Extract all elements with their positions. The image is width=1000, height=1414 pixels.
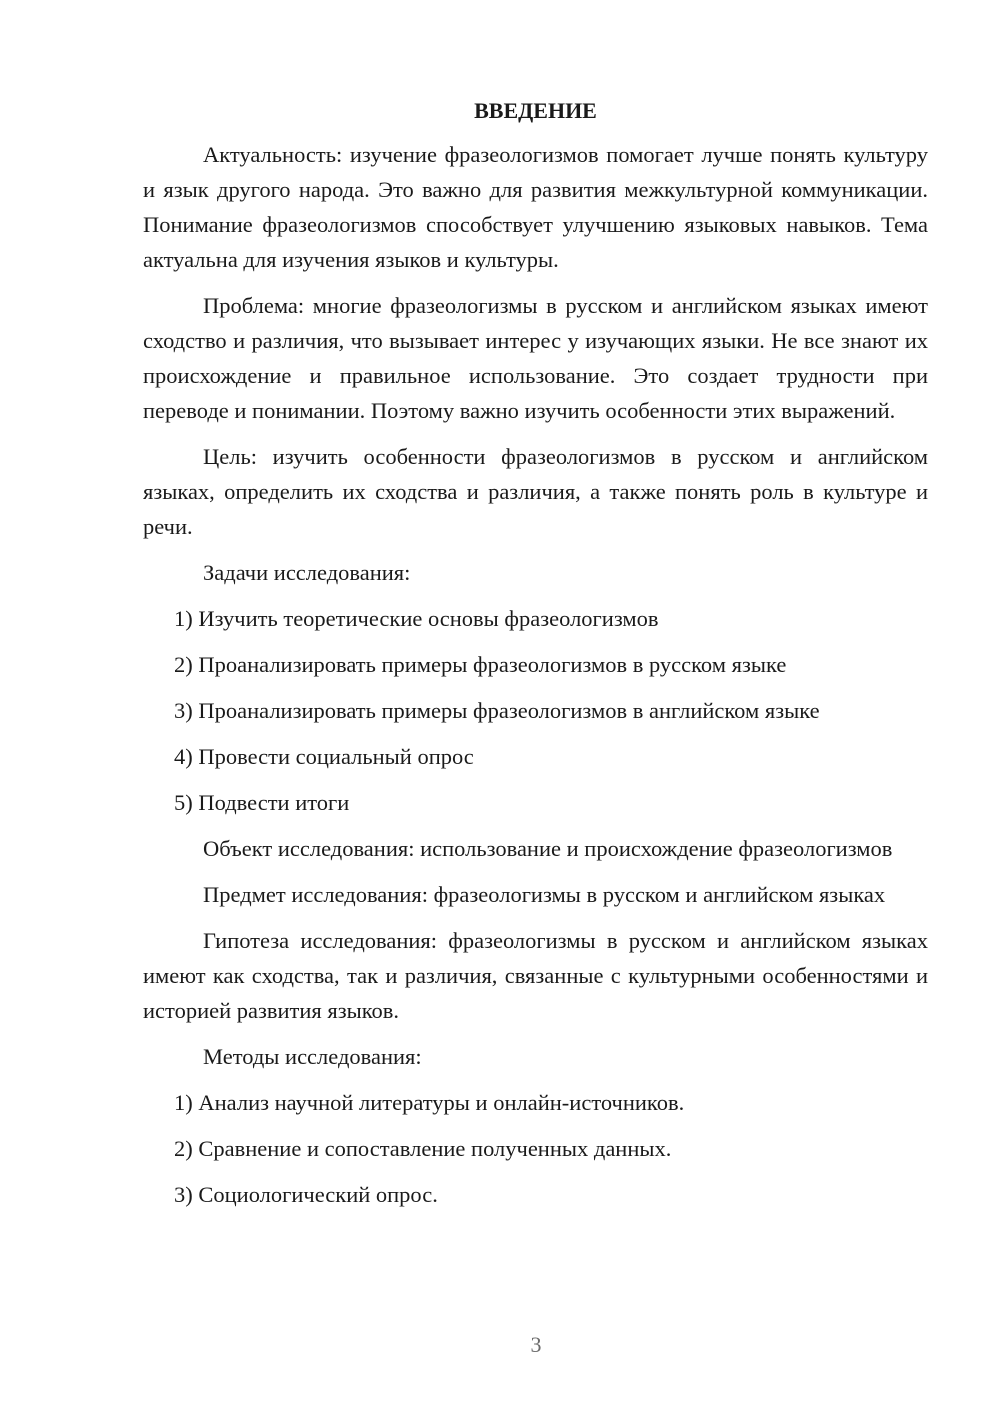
method-item: 1) Анализ научной литературы и онлайн-источников. (174, 1090, 685, 1115)
page-content (143, 96, 928, 1223)
object-paragraph: Объект исследования: использование и происхождение фразеологизмов (203, 836, 893, 861)
goal-paragraph: Цель: изучить особенности фразеологизмов в русском и английском языках, определить их сходства и различия, а также понять роль в культуре и речи. (143, 444, 928, 539)
subject-paragraph: Предмет исследования: фразеологизмы в русском и английском языках (203, 882, 886, 907)
section-title: ВВЕДЕНИЕ (474, 98, 597, 123)
page-number: 3 (530, 1332, 542, 1357)
methods-list (143, 1085, 928, 1212)
method-item: 3) Социологический опрос. (174, 1182, 438, 1207)
task-item: 2) Проанализировать примеры фразеологизмов в русском языке (174, 652, 787, 677)
task-item: 4) Провести социальный опрос (174, 744, 474, 769)
methods-heading: Методы исследования: (203, 1044, 422, 1069)
problem-paragraph: Проблема: многие фразеологизмы в русском и английском языках имеют сходство и различия, что вызывает интерес у изучающих языки. Не все знают их происхождение и правильное использование. Это создает трудности при переводе и понимании. Поэтому важно изучить особенности этих выражений. (143, 293, 928, 423)
task-item: 3) Проанализировать примеры фразеологизмов в английском языке (174, 698, 820, 723)
hypothesis-paragraph: Гипотеза исследования: фразеологизмы в русском и английском языках имеют как сходства, так и различия, связанные с культурными особенностями и историей развития языков. (143, 928, 928, 1023)
task-item: 1) Изучить теоретические основы фразеологизмов (174, 606, 659, 631)
tasks-list (143, 601, 928, 820)
task-item: 5) Подвести итоги (174, 790, 350, 815)
relevance-paragraph: Актуальность: изучение фразеологизмов помогает лучше понять культуру и язык другого народа. Это важно для развития межкультурной коммуникации. Понимание фразеологизмов способствует улучшению языковых навыков. Тема актуальна для изучения языков и культуры. (143, 142, 928, 272)
tasks-heading: Задачи исследования: (203, 560, 411, 585)
method-item: 2) Сравнение и сопоставление полученных данных. (174, 1136, 672, 1161)
